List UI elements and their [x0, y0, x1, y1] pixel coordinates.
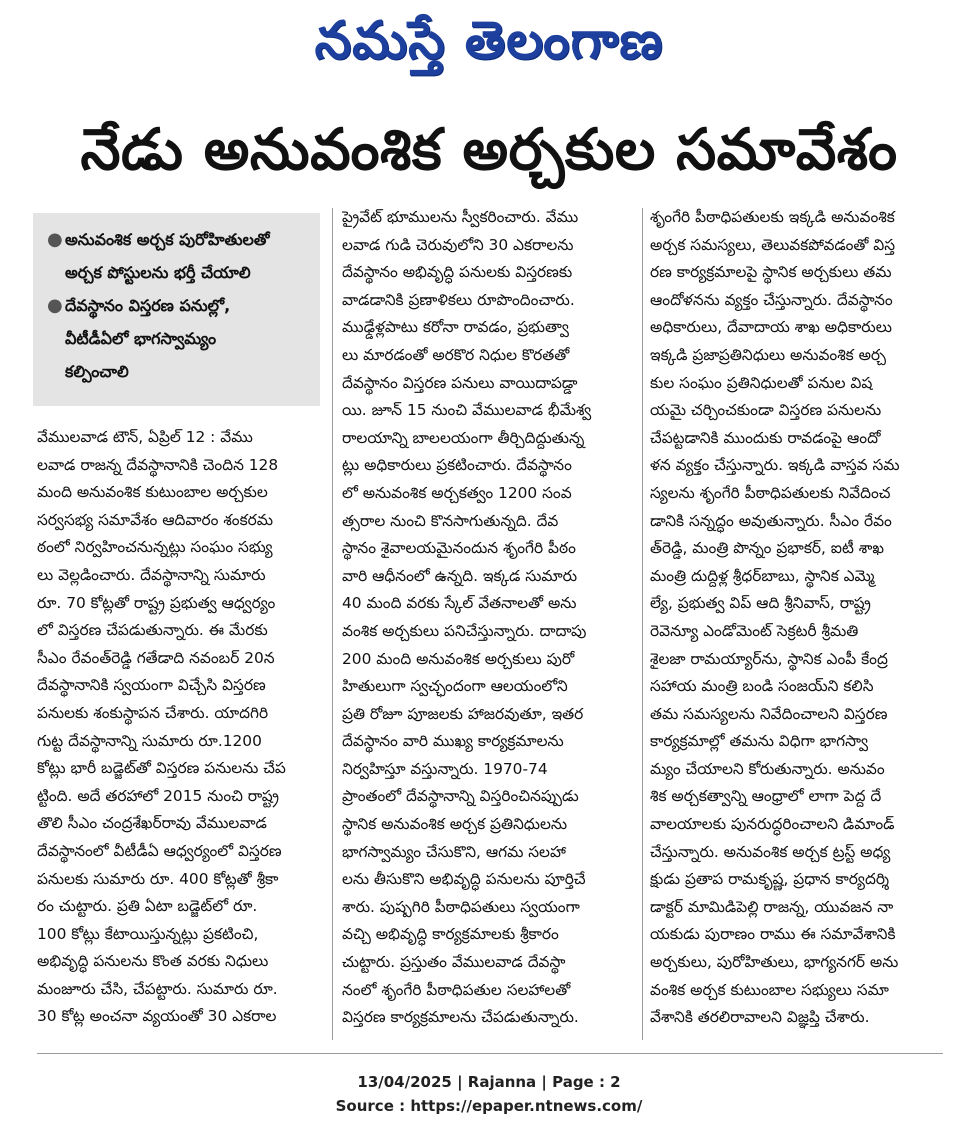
article-line: సహాయ మంత్రి బండి సంజయ్‌ని కలిసి — [650, 677, 874, 696]
article-line: శారు. పుష్పగిరి పీఠాధిపతులు స్వయంగా — [342, 897, 580, 916]
article-line: చుట్టారు. ప్రస్తుతం వేములవాడ దేవస్థా — [342, 953, 566, 972]
article-line: 40 మంది వరకు స్కేల్ వేతనాలతో అను — [342, 594, 577, 613]
article-line: దేవస్థానం వారి ముఖ్య కార్యక్రమాలను — [342, 732, 564, 751]
article-line: వాడడానికి ప్రణాళికలు రూపొందించారు. — [342, 290, 575, 309]
article-line: ఆందోళనను వ్యక్తం చేస్తున్నారు. దేవస్థానం — [650, 290, 893, 309]
footer-divider — [37, 1053, 943, 1054]
article-line: ళన వ్యక్తం చేస్తున్నారు. ఇక్కడి వాస్తవ సమ — [650, 456, 900, 475]
article-line: భాగస్వామ్యం చేసుకొని, ఆగమ సలహా — [342, 842, 566, 861]
article-line: దేవస్థానానికి స్వయంగా విచ్చేసి విస్తరణ — [37, 676, 266, 695]
article-line: హితులుగా స్వచ్ఛందంగా ఆలయంలోని — [342, 677, 568, 696]
article-line: డానికి సన్నద్ధం అవుతున్నారు. సీఎం రేవం — [650, 511, 892, 530]
article-line: శైలజా రామయ్యార్‌ను, స్థానిక ఎంపీ కేంద్ర — [650, 649, 888, 668]
bullet-icon: ● — [47, 295, 63, 316]
column-divider — [332, 208, 333, 1040]
article-line: లను తీసుకొని అభివృద్ధి పనులను పూర్తిచే — [342, 870, 586, 889]
article-line: యకుడు పురాణం రాము ఈ సమావేశానికి — [650, 925, 896, 944]
highlight-line: కల్పించాలి — [65, 362, 129, 381]
article-line: త్సరాల నుంచి కొనసాగుతున్నది. దేవ — [342, 511, 559, 530]
article-line: తొలి సీఎం చంద్రశేఖర్‌రావు వేములవాడ — [37, 814, 267, 833]
highlight-line: దేవస్థానం విస్తరణ పనుల్లో, — [65, 296, 231, 315]
article-line: స్థానిక అనువంశిక అర్చక ప్రతినిధులను — [342, 815, 568, 834]
highlight-item — [47, 289, 312, 388]
article-line: చేస్తున్నారు. అనువంశిక అర్చక ట్రస్ట్ అధ్య — [650, 842, 891, 861]
article-line: 100 కోట్లు కేటాయిస్తున్నట్లు ప్రకటించి, — [37, 924, 259, 943]
article-line: వేములవాడ టౌన్, ఏప్రిల్ 12 : వేము — [37, 428, 253, 446]
article-line: అర్చక సమస్యలు, తెలువకపోవడంతో విస్త — [650, 235, 896, 254]
article-line: ప్రైవేట్ భూములను స్వీకరించారు. వేము — [342, 208, 579, 226]
article-line: ఠంలో నిర్వహించనున్నట్లు సంఘం సభ్యు — [37, 538, 273, 557]
article-line: రణ కార్యక్రమాలపై స్థానిక అర్చకులు తమ — [650, 263, 892, 282]
highlight-item — [47, 223, 312, 289]
article-line: వంశిక అర్చక కుటుంబాల సభ్యులు సమా — [650, 980, 889, 999]
article-line: మంజూరు చేసి, చేపట్టారు. సుమారు రూ. — [37, 979, 278, 998]
article-line: అభివృద్ధి పనులను కొంత వరకు నిధులు — [37, 952, 269, 971]
article-line: కుల సంఘం ప్రతినిధులతో పనుల విష — [650, 373, 873, 392]
footer-source-link[interactable]: Source : https://epaper.ntnews.com/ — [335, 1097, 643, 1115]
article-line: దేవస్థానం విస్తరణ పనులు వాయిదాపడ్డా — [342, 373, 578, 392]
article-line: ట్టింది. అదే తరహాలో 2015 నుంచి రాష్ట్ర — [37, 786, 279, 805]
article-line: వాలయాలకు పునరుద్ధరించాలని డిమాండ్ — [650, 815, 895, 834]
article-line: ముఢ్డేళ్లపాటు కరోనా రావడం, ప్రభుత్వా — [342, 318, 569, 337]
article-line: నంలో శృంగేరి పీఠాధిపతుల సలహాలతో — [342, 980, 571, 999]
article-line: రాలయాన్ని బాలలయంగా తీర్చిదిద్దుతున్న — [342, 428, 585, 447]
article-line: అర్చకులు, పురోహితులు, భాగ్యనగర్ అను — [650, 953, 899, 972]
article-line: మంత్రి దుద్దిళ్ల శ్రీధర్‌బాబు, స్థానిక ఎమ్మె — [650, 566, 875, 585]
article-line: లు మారడంతో అరకొర నిధుల కొరతతో — [342, 345, 570, 364]
article-line: లో విస్తరణ చేపడుతున్నారు. ఈ మేరకు — [37, 621, 268, 640]
newspaper-masthead: నమస్తే తెలంగాణ — [314, 11, 664, 71]
article-headline: నేడు అనువంశిక అర్చకుల సమావేశం — [80, 117, 898, 183]
article-line: క్షుడు ప్రతాప రామకృష్ణ, ప్రధాన కార్యదర్శి — [650, 870, 890, 889]
article-line: 200 మంది అనువంశిక అర్చకులు పురో — [342, 649, 575, 668]
article-line: లవాడ రాజన్న దేవస్థానానికి చెందిన 128 — [37, 455, 279, 474]
article-line: శిక అర్చకత్వాన్ని ఆంధ్రాలో లాగా పెద్ద దే — [650, 787, 882, 806]
article-line: దేవస్థానం అభివృద్ధి పనులకు విస్తరణకు — [342, 263, 573, 282]
article-line: యమై చర్చించకుండా విస్తరణ పనులను — [650, 401, 882, 420]
article-line: వంశిక అర్చకులు పనిచేస్తున్నారు. దాదాపు — [342, 621, 587, 640]
article-line: త్‌రెడ్డి, మంత్రి పొన్నం ప్రభాకర్, ఐటీ శాఖ — [650, 539, 884, 558]
article-column-3 — [650, 204, 942, 1032]
article-line: దేవస్థానంలో వీటీడీఏ ఆధ్వర్యంలో విస్తరణ — [37, 841, 282, 860]
article-line: లవాడ గుడి చెరువులోని 30 ఎకరాలను — [342, 235, 574, 254]
article-line: తమ సమస్యలను నివేదించాలని విస్తరణ — [650, 704, 888, 723]
article-line: స్యలను శృంగేరి పీఠాధిపతులకు నివేదించ — [650, 483, 891, 502]
article-line: శృంగేరి పీఠాధిపతులకు ఇక్కడి అనువంశిక — [650, 208, 895, 226]
article-line: చేపట్టడానికి ముందుకు రావడంపై ఆందో — [650, 428, 881, 447]
article-line: స్థానం శైవాలయమైనందున శృంగేరి పీఠం — [342, 539, 576, 558]
bullet-icon: ● — [47, 229, 63, 250]
article-line: ట్లు అధికారులు ప్రకటించారు. దేవస్థానం — [342, 456, 572, 475]
article-line: యి. జూన్ 15 నుంచి వేములవాడ భీమేశ్వ — [342, 401, 592, 420]
article-line: ల్యే, ప్రభుత్వ విప్ ఆది శ్రీనివాస్, రాష్ట్ర — [650, 594, 871, 613]
article-line: మంది అనువంశిక కుటుంబాల అర్చకుల — [37, 483, 268, 502]
article-line: రెవెన్యూ ఎండోమెంట్ సెక్రటరీ శ్రీమతి — [650, 621, 859, 640]
article-line: అధికారులు, దేవాదాయ శాఖ అధికారులు — [650, 318, 892, 337]
article-line: మ్యం చేయాలని కోరుతున్నారు. అనువం — [650, 759, 885, 778]
column-divider — [642, 208, 643, 1040]
article-line: ఇక్కడి ప్రజాప్రతినిధులు అనువంశిక అర్చ — [650, 345, 886, 364]
highlight-line: అనువంశిక అర్చక పురోహితులతో — [65, 230, 270, 249]
article-line: గుట్ట దేవస్థానాన్ని సుమారు రూ.1200 — [37, 731, 262, 750]
footer-date-page: 13/04/2025 | Rajanna | Page : 2 — [357, 1073, 621, 1091]
article-line: సీఎం రేవంత్‌రెడ్డి గతేడాది నవంబర్ 20న — [37, 648, 275, 667]
highlights-box — [33, 213, 320, 406]
article-line: పనులకు సుమారు రూ. 400 కోట్లతో శ్రీకా — [37, 869, 279, 888]
article-line: లు వెల్లడించారు. దేవస్థానాన్ని సుమారు — [37, 565, 266, 584]
article-line: పనులకు శంకుస్థాపన చేశారు. యాదగిరి — [37, 703, 269, 722]
article-line: రం చుట్టారు. ప్రతి ఏటా బడ్జెట్‌లో రూ. — [37, 897, 258, 916]
highlight-line: అర్చక పోస్టులను భర్తీ చేయాలి — [65, 263, 251, 282]
article-line: వచ్చి అభివృద్ధి కార్యక్రమాలకు శ్రీకారం — [342, 925, 559, 944]
article-line: కోట్లు భారీ బడ్జెట్‌తో విస్తరణ పనులను చేప — [37, 759, 286, 778]
article-line: డాక్టర్ మామిడిపెల్లి రాజన్న, యువజన నా — [650, 897, 894, 916]
article-line: ప్రతి రోజూ పూజలకు హాజరవుతూ, ఇతర — [342, 704, 584, 723]
highlight-line: వీటీడీఏలో భాగస్వామ్యం — [65, 329, 217, 348]
article-line: నిర్వహిస్తూ వస్తున్నారు. 1970-74 — [342, 759, 548, 778]
article-line: కార్యక్రమాల్లో తమను విధిగా భాగస్వా — [650, 732, 869, 751]
article-line: 30 కోట్ల అంచనా వ్యయంతో 30 ఎకరాల — [37, 1007, 277, 1026]
article-line: సర్వసభ్య సమావేశం ఆదివారం శంకరమ — [37, 510, 274, 529]
article-column-2 — [342, 204, 634, 1032]
article-line: రూ. 70 కోట్లతో రాష్ట్ర ప్రభుత్వ ఆధ్వర్యం — [37, 593, 276, 612]
article-column-1 — [37, 424, 322, 1031]
article-line: లో అనువంశిక అర్చకత్వం 1200 సంవ — [342, 483, 572, 502]
article-line: వారి ఆధీనంలో ఉన్నది. ఇక్కడ సుమారు — [342, 566, 578, 585]
article-line: విస్తరణ కార్యక్రమాలను చేపడుతున్నారు. — [342, 1008, 579, 1027]
article-line: వేశానికి తరలిరావాలని విజ్ఞప్తి చేశారు. — [650, 1008, 870, 1027]
article-line: ప్రాంతంలో దేవస్థానాన్ని విస్తరించినప్పుడు — [342, 787, 579, 806]
